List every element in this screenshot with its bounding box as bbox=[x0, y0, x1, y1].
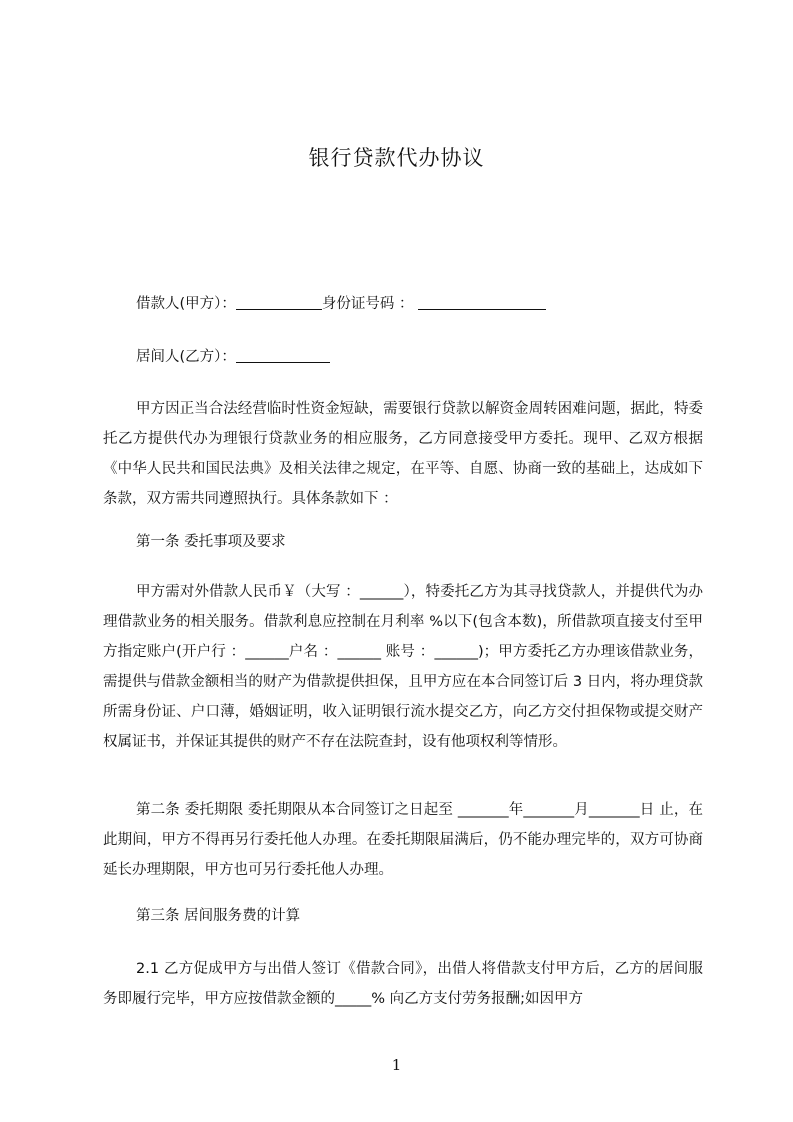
borrower-label: 借款人(甲方）： bbox=[136, 296, 236, 312]
id-number-label: 身份证号码 ： bbox=[321, 296, 414, 312]
document-title: 银行贷款代办协议 bbox=[308, 146, 485, 170]
borrower-blank bbox=[236, 294, 322, 310]
article-2-body: 第二条 委托期限 委托期限从本合同签订之日起至 _______年_______月_______日 止，在此期间，甲方不得再另行委托他人办理。在委托期限届满后，仍不能办理完毕的，双方可协商延长办理期限，甲方也可另行委托他人办理。 bbox=[103, 802, 703, 878]
id-number-blank bbox=[418, 294, 546, 310]
article-1-body: 甲方需对外借款人民币￥（大写 ：______），特委托乙方为其寻找贷款人，并提供代为办理借款业务的相关服务。借款利息应控制在月利率 %以下(包含本数)，所借款项直接支付至甲方指定账户(开户行 ：______户名 ：______ 账号 ：______)；甲方委托乙方办理该借款业务，需提供与借款金额相当的财产为借款提供担保，且甲方应在本合同签订后 3 日内，将办理贷款所需身份证、户口薄，婚姻证明，收入证明银行流水提交乙方，向乙方交付担保物或提交财产权属证书，并保证其提供的财产不存在法院查封，设有他项权利等情形。 bbox=[103, 584, 703, 750]
broker-line bbox=[136, 345, 330, 366]
page-number: 1 bbox=[391, 1056, 402, 1074]
article-3-body: 2.1 乙方促成甲方与出借人签订《借款合同》，出借人将借款支付甲方后，乙方的居间服务即履行完毕，甲方应按借款金额的_____% 向乙方支付劳务报酬;如因甲方 bbox=[103, 961, 703, 1007]
article-1-heading: 第一条 委托事项及要求 bbox=[136, 534, 286, 550]
broker-blank bbox=[236, 347, 330, 363]
broker-label: 居间人(乙方）： bbox=[136, 349, 236, 365]
borrower-line bbox=[136, 292, 546, 313]
intro-paragraph: 甲方因正当合法经营临时性资金短缺，需要银行贷款以解资金周转困难问题，据此，特委托乙方提供代办为理银行贷款业务的相应服务，乙方同意接受甲方委托。现甲、乙双方根据《中华人民共和国民法典》及相关法律之规定，在平等、自愿、协商一致的基础上，达成如下条款，双方需共同遵照执行。具体条款如下 ： bbox=[103, 401, 703, 507]
article-3-heading: 第三条 居间服务费的计算 bbox=[136, 908, 301, 924]
